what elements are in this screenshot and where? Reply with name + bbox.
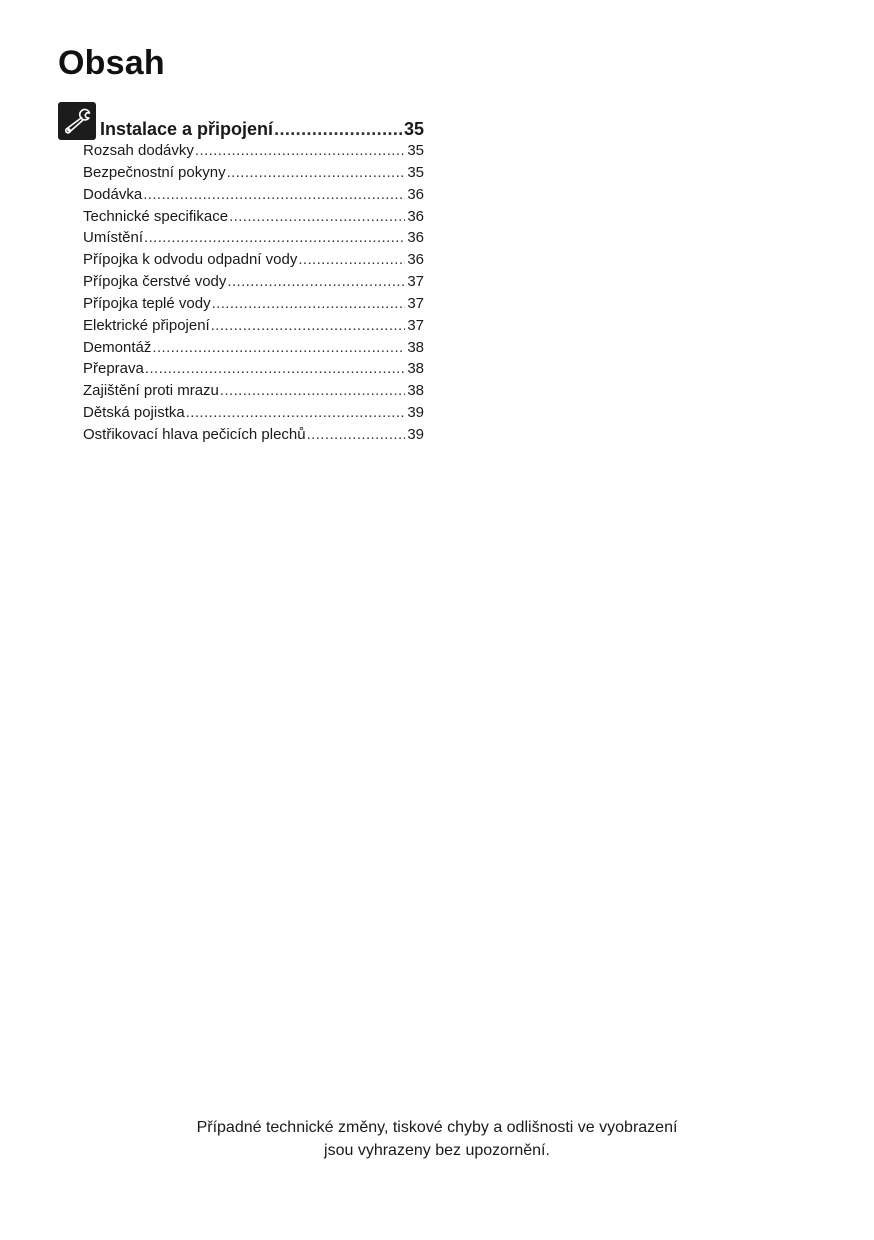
toc-entry-label: Rozsah dodávky <box>83 142 194 159</box>
dot-leader <box>274 118 402 140</box>
toc-section-installation <box>58 102 424 446</box>
toc-entry[interactable] <box>83 162 424 184</box>
dot-leader <box>186 402 406 424</box>
toc-entry[interactable] <box>83 358 424 380</box>
disclaimer-footnote <box>0 1116 874 1162</box>
toc-entry-page: 38 <box>407 338 424 356</box>
toc-entry[interactable] <box>83 249 424 271</box>
toc-entry-label: Elektrické připojení <box>83 316 210 334</box>
toc-entry[interactable] <box>83 227 424 249</box>
toc-entry[interactable] <box>83 271 424 293</box>
disclaimer-line-1: Případné technické změny, tiskové chyby a odlišnosti ve vyobrazení <box>196 1119 678 1136</box>
toc-entry[interactable] <box>83 380 424 402</box>
toc-entry-page: 39 <box>407 404 424 422</box>
toc-section-title: Instalace a připojení <box>100 119 274 139</box>
dot-leader <box>144 227 405 249</box>
toc-entry[interactable] <box>83 424 424 446</box>
toc-entry-label: Zajištění proti mrazu <box>83 382 219 400</box>
toc-entry-page: 39 <box>407 425 424 443</box>
dot-leader <box>220 380 405 402</box>
toc-entry-label: Dětská pojistka <box>83 404 185 422</box>
toc-entry-page: 36 <box>407 229 424 247</box>
toc-entry[interactable] <box>83 315 424 337</box>
dot-leader <box>143 184 405 206</box>
dot-leader <box>227 271 405 293</box>
toc-entry-page: 35 <box>407 142 424 159</box>
toc-entry-label: Přeprava <box>83 360 144 378</box>
dot-leader <box>145 358 405 380</box>
toc-entry-page: 37 <box>407 273 424 291</box>
dot-leader <box>307 424 406 446</box>
toc-entry-label: Umístění <box>83 229 144 247</box>
toc-entry-page: 38 <box>407 382 424 400</box>
toc-entry-page: 36 <box>407 185 424 203</box>
dot-leader <box>195 140 405 162</box>
toc-entry-page: 36 <box>407 207 424 225</box>
dot-leader <box>212 293 406 315</box>
toc-entry-label: Dodávka <box>83 185 143 203</box>
toc-entry-label: Přípojka čerstvé vody <box>83 273 227 291</box>
toc-entry[interactable] <box>83 337 424 359</box>
toc-entry[interactable] <box>83 140 424 162</box>
toc-entry-label: Bezpečnostní pokyny <box>83 163 226 181</box>
toc-entry[interactable] <box>83 293 424 315</box>
toc-section-header <box>58 102 424 140</box>
toc-entry-page: 37 <box>407 316 424 334</box>
dot-leader <box>227 162 406 184</box>
disclaimer-line-2: jsou vyhrazeny bez upozornění. <box>324 1142 550 1159</box>
dot-leader <box>298 249 405 271</box>
toc-entry-label: Přípojka teplé vody <box>83 294 211 312</box>
dot-leader <box>229 206 405 228</box>
toc-entry[interactable] <box>83 402 424 424</box>
wrench-icon <box>58 102 96 140</box>
page-title: Obsah <box>58 44 165 82</box>
toc-section-page: 35 <box>403 119 424 139</box>
toc-entry[interactable] <box>83 206 424 228</box>
dot-leader <box>211 315 406 337</box>
toc-entry-page: 38 <box>407 360 424 378</box>
toc-entry-label: Ostřikovací hlava pečicích plechů <box>83 425 306 443</box>
toc-entry-label: Přípojka k odvodu odpadní vody <box>83 251 298 269</box>
toc-entry[interactable] <box>83 184 424 206</box>
toc-entry-label: Technické specifikace <box>83 207 229 225</box>
toc-entry-page: 36 <box>407 251 424 269</box>
dot-leader <box>152 337 405 359</box>
toc-section-title-row[interactable] <box>100 118 424 140</box>
toc-entry-page: 35 <box>407 163 424 181</box>
toc-entry-list <box>58 140 424 446</box>
toc-entry-label: Demontáž <box>83 338 152 356</box>
toc-entry-page: 37 <box>407 294 424 312</box>
